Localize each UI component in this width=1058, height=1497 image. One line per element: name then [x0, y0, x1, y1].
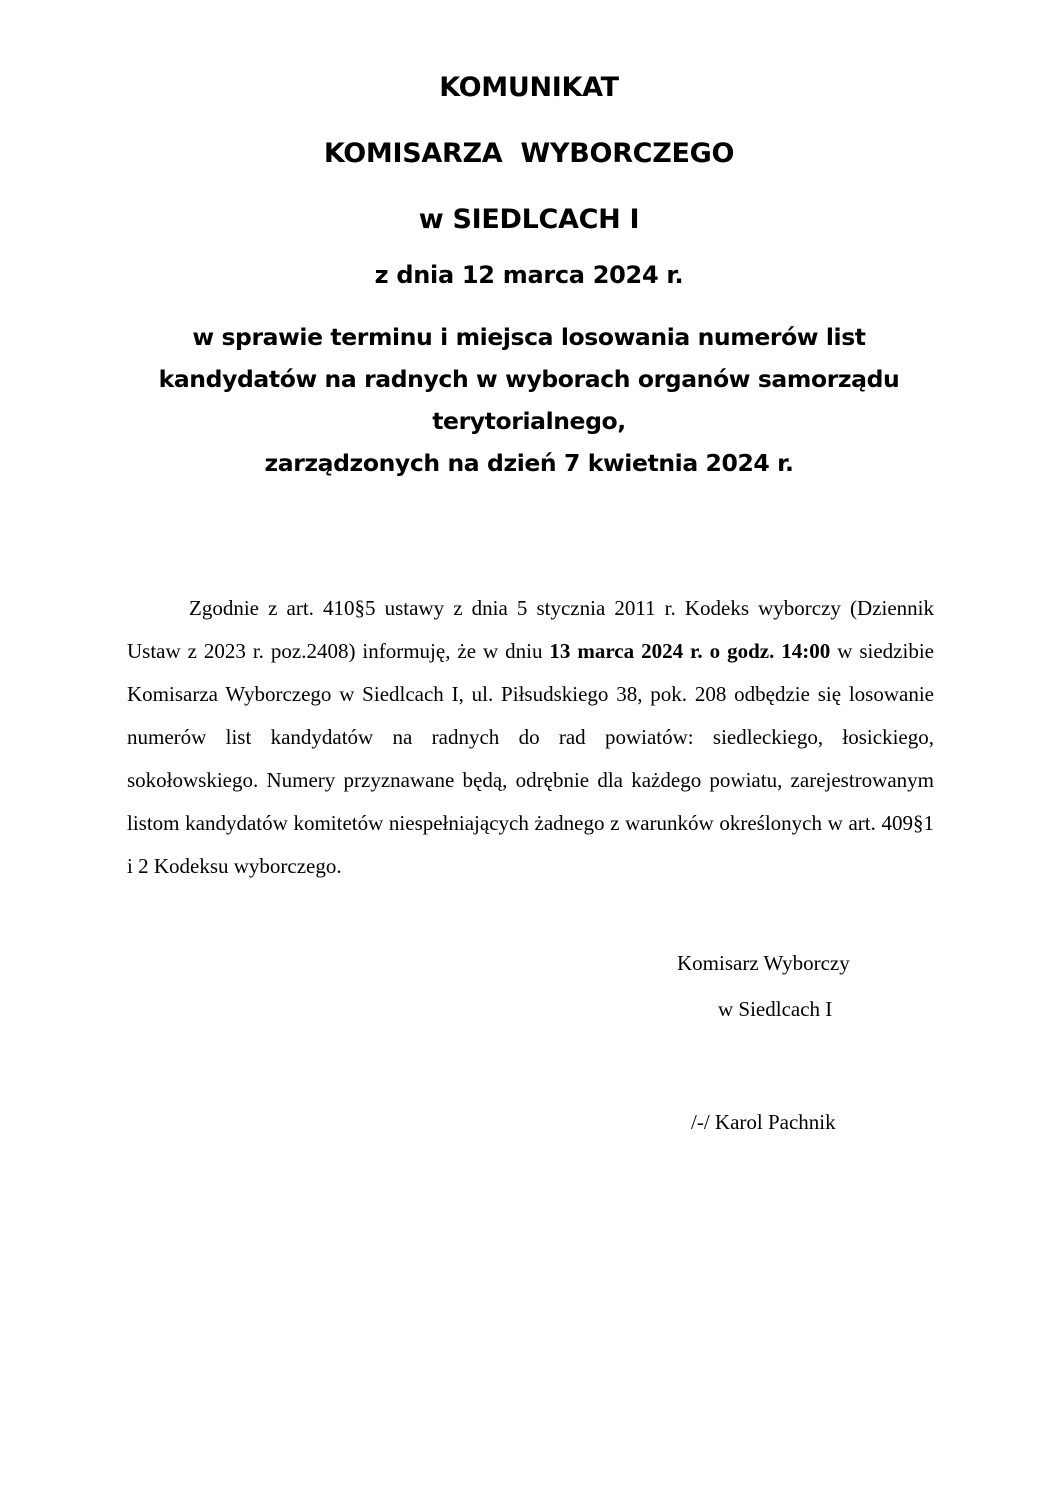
signature-name: /-/ Karol Pachnik — [691, 1110, 836, 1134]
document-body — [127, 587, 934, 888]
document-date: z dnia 12 marca 2024 r. — [374, 261, 684, 289]
document-title-location: w SIEDLCACH I — [418, 204, 640, 235]
body-text-part2: w siedzibie Komisarza Wyborczego w Siedlcach I, ul. Piłsudskiego 38, pok. 208 odbędzie się losowanie numerów list kandydatów na radnych do rad powiatów: siedleckiego, łosickiego, sokołowskiego. Numery przyznawane będą, odrębnie dla każdego powiatu, zarejestrowanym listom kandydatów komitetów niespełniających żadnego z warunków określonych w art. 409§1 i 2 Kodeksu wyborczego. — [127, 639, 934, 878]
signature-role: Komisarz Wyborczy — [677, 951, 850, 975]
subject-line: terytorialnego, — [432, 407, 626, 435]
body-text-date-time: 13 marca 2024 r. o godz. 14:00 — [549, 639, 831, 663]
document-title-komisarza: KOMISARZA WYBORCZEGO — [323, 138, 735, 169]
document-title-komunikat: KOMUNIKAT — [439, 72, 619, 103]
subject-line: w sprawie terminu i miejsca losowania numerów list — [192, 323, 866, 351]
signature-location: w Siedlcach I — [718, 997, 833, 1021]
subject-line: zarządzonych na dzień 7 kwietnia 2024 r. — [264, 449, 794, 477]
body-text-part1: Zgodnie z art. 410§5 ustawy z dnia 5 stycznia 2011 r. Kodeks wyborczy (Dziennik Ustaw z 2023 r. poz.2408) informuję, że w dniu — [127, 596, 934, 663]
subject-line: kandydatów na radnych w wyborach organów samorządu — [158, 365, 900, 393]
document-subject — [100, 316, 958, 484]
